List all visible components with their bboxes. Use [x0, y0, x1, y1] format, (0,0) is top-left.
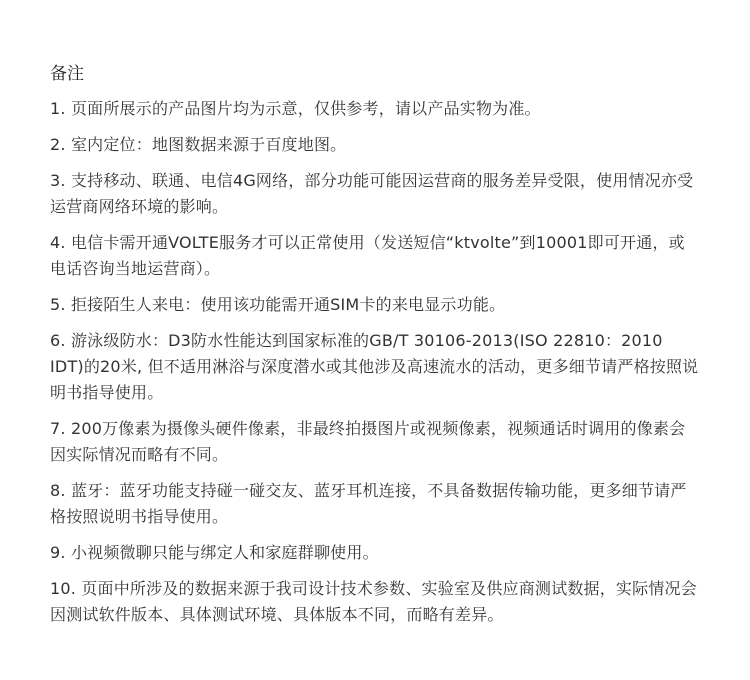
note-item-5: 5. 拒接陌生人来电：使用该功能需开通SIM卡的来电显示功能。 [50, 295, 506, 314]
note-item-1: 1. 页面所展示的产品图片均为示意，仅供参考，请以产品实物为准。 [50, 99, 541, 118]
notes-title: 备注 [50, 64, 84, 84]
notes-list [50, 96, 700, 628]
note-item-9: 9. 小视频微聊只能与绑定人和家庭群聊使用。 [50, 543, 379, 562]
note-item-7: 7. 200万像素为摄像头硬件像素，非最终拍摄图片或视频像素，视频通话时调用的像素会因实际情况而略有不同。 [50, 419, 686, 464]
note-item-6: 6. 游泳级防水：D3防水性能达到国家标准的GB/T 30106-2013(ISO 22810：2010 IDT)的20米, 但不适用淋浴与深度潜水或其他涉及高速流水的活动，更多细节请严格按照说明书指导使用。 [50, 331, 699, 402]
note-item-8: 8. 蓝牙：蓝牙功能支持碰一碰交友、蓝牙耳机连接，不具备数据传输功能，更多细节请严格按照说明书指导使用。 [50, 481, 687, 526]
note-item-3: 3. 支持移动、联通、电信4G网络，部分功能可能因运营商的服务差异受限，使用情况亦受运营商网络环境的影响。 [50, 171, 694, 216]
note-item-4: 4. 电信卡需开通VOLTE服务才可以正常使用（发送短信“ktvolte”到10001即可开通，或电话咨询当地运营商）。 [50, 233, 685, 278]
note-item-2: 2. 室内定位：地图数据来源于百度地图。 [50, 135, 347, 154]
note-item-10: 10. 页面中所涉及的数据来源于我司设计技术参数、实验室及供应商测试数据，实际情况会因测试软件版本、具体测试环境、具体版本不同，而略有差异。 [50, 579, 697, 624]
